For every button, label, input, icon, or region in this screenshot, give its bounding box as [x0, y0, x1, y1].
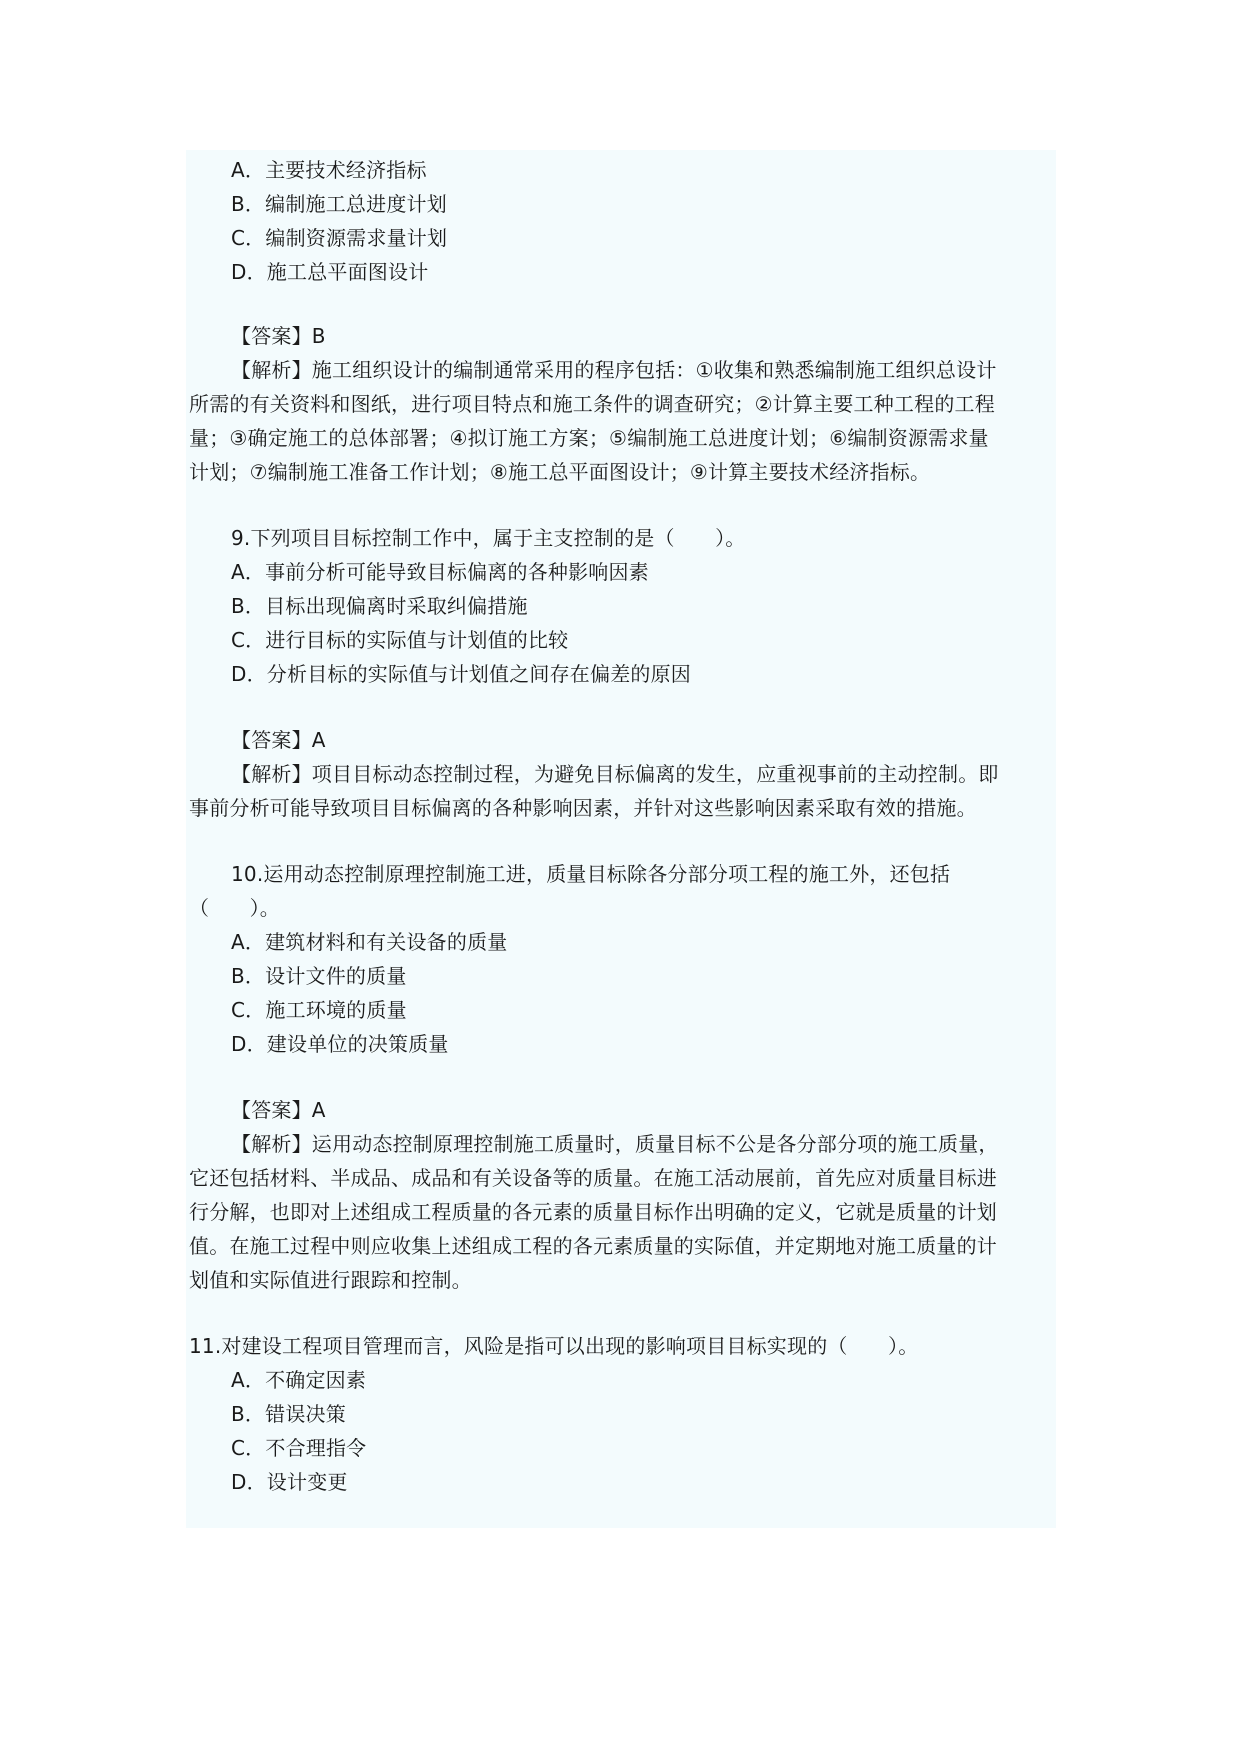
- analysis-line: 【解析】施工组织设计的编制通常采用的程序包括：①收集和熟悉编制施工组织总设计: [231, 358, 997, 382]
- option-d: D．施工总平面图设计: [231, 260, 429, 284]
- analysis-line: 值。在施工过程中则应收集上述组成工程的各元素质量的实际值，并定期地对施工质量的计: [189, 1234, 997, 1258]
- analysis-line: 计划；⑦编制施工准备工作计划；⑧施工总平面图设计；⑨计算主要技术经济指标。: [189, 460, 931, 484]
- question-11: 11.对建设工程项目管理而言，风险是指可以出现的影响项目目标实现的（ ）。: [189, 1334, 919, 1358]
- option-d: D．设计变更: [231, 1470, 348, 1494]
- answer: 【答案】A: [231, 728, 326, 752]
- analysis-line: 【解析】项目目标动态控制过程，为避免目标偏离的发生，应重视事前的主动控制。即: [231, 762, 999, 786]
- option-d: D．建设单位的决策质量: [231, 1032, 449, 1056]
- analysis-line: 所需的有关资料和图纸，进行项目特点和施工条件的调查研究；②计算主要工种工程的工程: [189, 392, 995, 416]
- option-c: C．施工环境的质量: [231, 998, 407, 1022]
- option-c: C．编制资源需求量计划: [231, 226, 448, 250]
- option-d: D．分析目标的实际值与计划值之间存在偏差的原因: [231, 662, 691, 686]
- analysis-line: 【解析】运用动态控制原理控制施工质量时，质量目标不公是各分部分项的施工质量，: [231, 1132, 999, 1156]
- analysis-line: 划值和实际值进行跟踪和控制。: [189, 1268, 472, 1292]
- analysis-line: 它还包括材料、半成品、成品和有关设备等的质量。在施工活动展前，首先应对质量目标进: [189, 1166, 997, 1190]
- option-a: A．不确定因素: [231, 1368, 367, 1392]
- option-b: B．编制施工总进度计划: [231, 192, 447, 216]
- question-10: 10.运用动态控制原理控制施工进，质量目标除各分部分项工程的施工外，还包括: [231, 862, 951, 886]
- option-a: A．建筑材料和有关设备的质量: [231, 930, 508, 954]
- option-b: B．目标出现偏离时采取纠偏措施: [231, 594, 528, 618]
- answer: 【答案】A: [231, 1098, 326, 1122]
- option-b: B．设计文件的质量: [231, 964, 407, 988]
- answer: 【答案】B: [231, 324, 326, 348]
- analysis-line: 行分解，也即对上述组成工程质量的各元素的质量目标作出明确的定义，它就是质量的计划: [189, 1200, 997, 1224]
- option-c: C．不合理指令: [231, 1436, 367, 1460]
- question-9: 9.下列项目目标控制工作中，属于主支控制的是（ ）。: [231, 526, 746, 550]
- question-10-cont: （ ）。: [189, 896, 280, 920]
- analysis-line: 事前分析可能导致项目目标偏离的各种影响因素，并针对这些影响因素采取有效的措施。: [189, 796, 977, 820]
- option-b: B．错误决策: [231, 1402, 346, 1426]
- option-c: C．进行目标的实际值与计划值的比较: [231, 628, 569, 652]
- option-a: A．事前分析可能导致目标偏离的各种影响因素: [231, 560, 649, 584]
- option-a: A．主要技术经济指标: [231, 158, 427, 182]
- analysis-line: 量；③确定施工的总体部署；④拟订施工方案；⑤编制施工总进度计划；⑥编制资源需求量: [189, 426, 989, 450]
